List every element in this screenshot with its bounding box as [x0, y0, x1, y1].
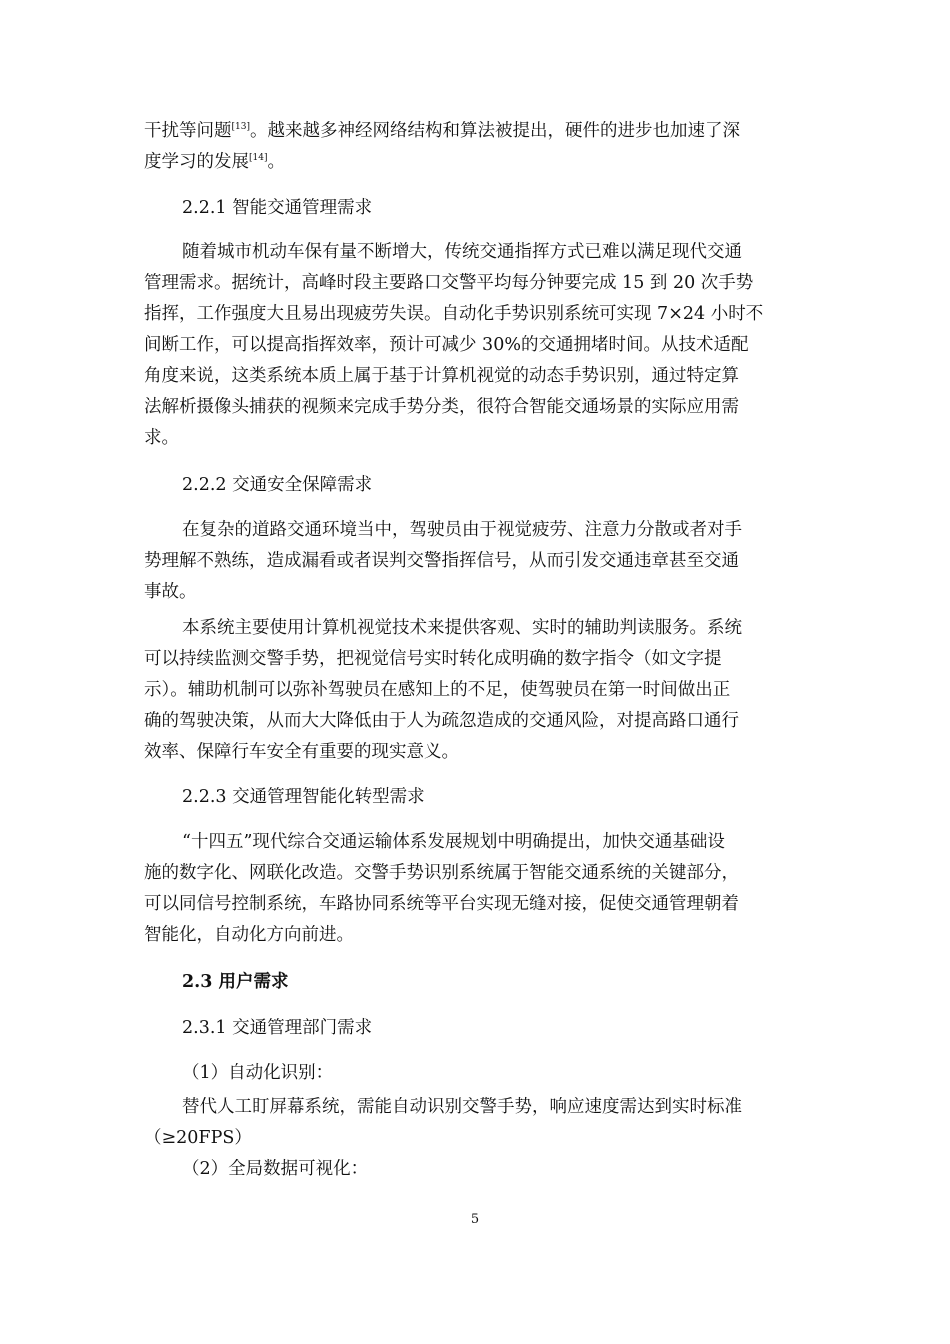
paragraph-line: 势理解不熟练，造成漏看或者误判交警指挥信号，从而引发交通违章甚至交通 — [144, 551, 739, 571]
paragraph-line: 间断工作，可以提高指挥效率，预计可减少 30%的交通拥堵时间。从技术适配 — [144, 335, 749, 355]
paragraph-line: 可以同信号控制系统，车路协同系统等平台实现无缝对接，促使交通管理朝着 — [144, 894, 739, 914]
paragraph-line: 随着城市机动车保有量不断增大，传统交通指挥方式已难以满足现代交通 — [182, 242, 742, 262]
paragraph-line: 智能化，自动化方向前进。 — [144, 925, 354, 945]
section-heading-2-2-1: 2.2.1 智能交通管理需求 — [182, 198, 373, 218]
list-item-title: （2）全局数据可视化： — [182, 1159, 369, 1179]
citation[interactable]: [14] — [249, 153, 268, 163]
section-heading-2-2-2: 2.2.2 交通安全保障需求 — [182, 475, 373, 495]
section-heading-2-3-1: 2.3.1 交通管理部门需求 — [182, 1018, 373, 1038]
paragraph-line: 求。 — [144, 428, 179, 448]
paragraph-line: 度学习的发展[14]。 — [144, 152, 285, 172]
paragraph-line: 本系统主要使用计算机视觉技术来提供客观、实时的辅助判读服务。系统 — [182, 618, 742, 638]
paragraph-line: 可以持续监测交警手势，把视觉信号实时转化成明确的数字指令（如文字提 — [144, 649, 722, 669]
section-heading-2-3: 2.3 用户需求 — [182, 972, 289, 992]
paragraph-line: “十四五”现代综合交通运输体系发展规划中明确提出，加快交通基础设 — [182, 832, 725, 852]
citation[interactable]: [13] — [231, 122, 250, 132]
paragraph-line: （≥20FPS） — [144, 1128, 252, 1148]
paragraph-line: 施的数字化、网联化改造。交警手势识别系统属于智能交通系统的关键部分， — [144, 863, 739, 883]
list-item-title: （1）自动化识别： — [182, 1063, 334, 1083]
paragraph-line: 示）。辅助机制可以弥补驾驶员在感知上的不足，使驾驶员在第一时间做出正 — [144, 680, 731, 700]
page-number: 5 — [470, 1212, 480, 1227]
section-heading-2-2-3: 2.2.3 交通管理智能化转型需求 — [182, 787, 425, 807]
paragraph-line: 确的驾驶决策，从而大大降低由于人为疏忽造成的交通风险，对提高路口通行 — [144, 711, 739, 731]
paragraph-line: 干扰等问题[13]。越来越多神经网络结构和算法被提出，硬件的进步也加速了深 — [144, 121, 740, 141]
paragraph-line: 指挥，工作强度大且易出现疲劳失误。自动化手势识别系统可实现 7×24 小时不 — [144, 304, 764, 324]
paragraph-line: 效率、保障行车安全有重要的现实意义。 — [144, 742, 459, 762]
paragraph-line: 法解析摄像头捕获的视频来完成手势分类，很符合智能交通场景的实际应用需 — [144, 397, 739, 417]
paragraph-line: 事故。 — [144, 582, 197, 602]
paragraph-line: 在复杂的道路交通环境当中，驾驶员由于视觉疲劳、注意力分散或者对手 — [182, 520, 742, 540]
paragraph-line: 管理需求。据统计，高峰时段主要路口交警平均每分钟要完成 15 到 20 次手势 — [144, 273, 754, 293]
paragraph-line: 替代人工盯屏幕系统，需能自动识别交警手势，响应速度需达到实时标准 — [182, 1097, 742, 1117]
paragraph-line: 角度来说，这类系统本质上属于基于计算机视觉的动态手势识别，通过特定算 — [144, 366, 739, 386]
